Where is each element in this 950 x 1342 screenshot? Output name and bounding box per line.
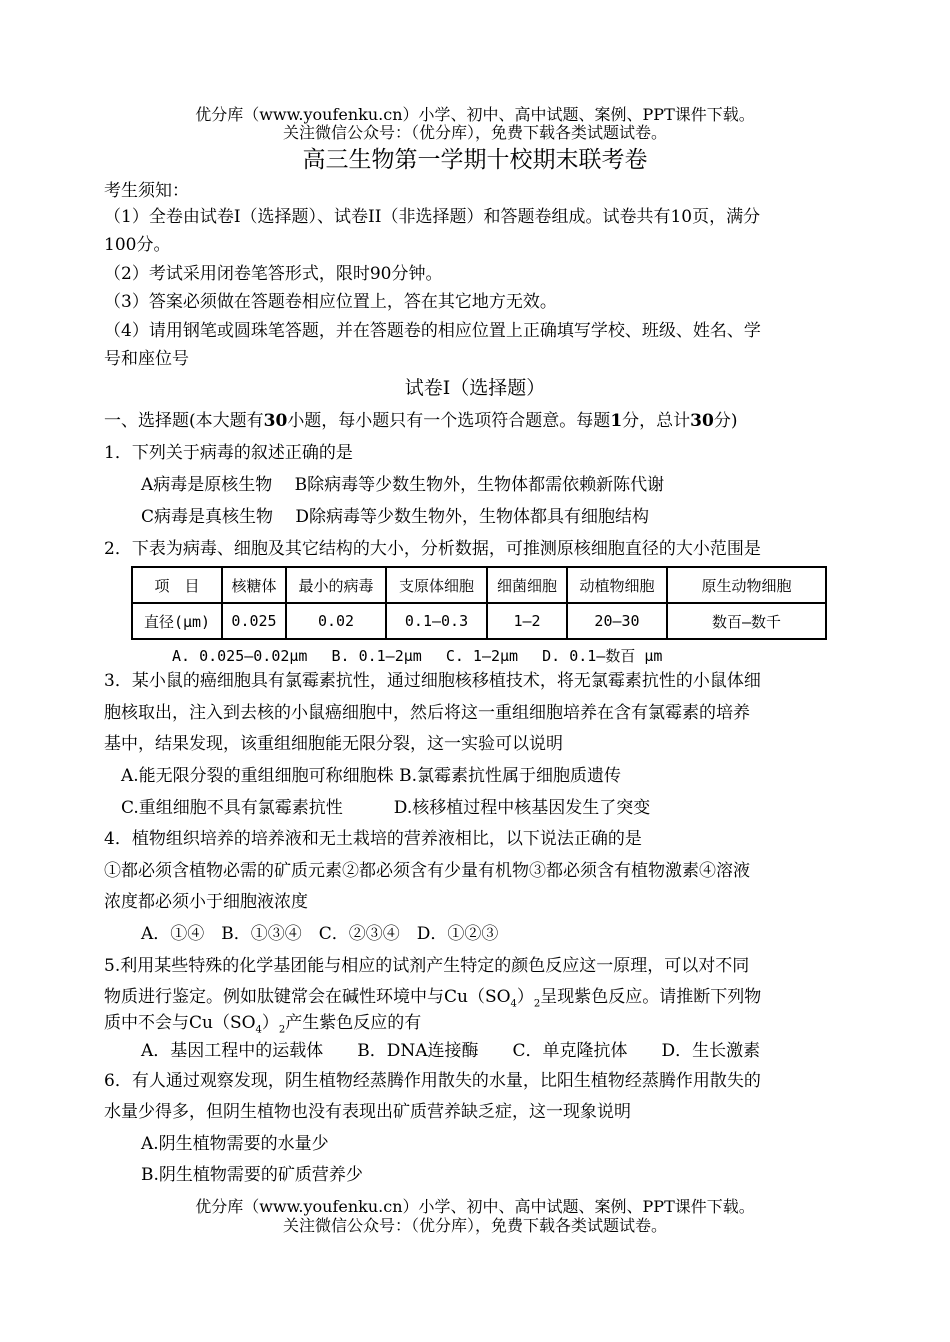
q6-line-1: 6．有人通过观察发现，阴生植物经蒸腾作用散失的水量，比阳生植物经蒸腾作用散失的 xyxy=(104,1071,761,1091)
table-cell: 直径(μm) xyxy=(132,603,222,639)
q6-option-b: B.阴生植物需要的矿质营养少 xyxy=(141,1165,363,1185)
q3-options-ab: A.能无限分裂的重组细胞可称细胞株 B.氯霉素抗性属于细胞质遗传 xyxy=(121,766,621,786)
q5-line-3: 质中不会与$Cu(SO_4)_2$产生紫色反应的有 xyxy=(104,1013,422,1036)
footer-line-2: 关注微信公众号：（优分库），免费下载各类试题试卷。 xyxy=(282,1216,667,1235)
q4-stem: 4．植物组织培养的培养液和无土栽培的营养液相比，以下说法正确的是 xyxy=(104,829,642,849)
notice-item-1-cont: 100分。 xyxy=(104,235,171,255)
table-row xyxy=(132,603,826,639)
q1-stem: 1．下列关于病毒的叙述正确的是 xyxy=(104,443,353,463)
q4-options: A．①④ B．①③④ C．②③④ D．①②③ xyxy=(141,924,499,944)
footer-line-1: 优分库（www.youfenku.cn）小学、初中、高中试题、案例、PPT课件下载。 xyxy=(195,1197,755,1216)
q1-options-ab: A病毒是原核生物 B除病毒等少数生物外，生物体都需依赖新陈代谢 xyxy=(141,475,665,495)
table-cell: 0.025 xyxy=(222,603,286,639)
size-table xyxy=(131,566,827,640)
notice-heading: 考生须知： xyxy=(104,181,189,201)
table-header-cell: 动植物细胞 xyxy=(567,567,667,603)
table-header-cell: 最小的病毒 xyxy=(286,567,386,603)
notice-item-2: （2）考试采用闭卷笔答形式，限时90分钟。 xyxy=(104,264,443,284)
q2-options: A. 0.025—0.02μm B. 0.1—2μm C. 1—2μm D. 0.1—数百 μm xyxy=(172,647,663,665)
table-cell: 20—30 xyxy=(567,603,667,639)
table-header-cell: 原生动物细胞 xyxy=(667,567,826,603)
q4-line-3: 浓度都必须小于细胞液浓度 xyxy=(104,892,308,912)
q4-line-2: ①都必须含植物必需的矿质元素②都必须含有少量有机物③都必须含有植物激素④溶液 xyxy=(104,861,750,881)
q5-line-1: 5.利用某些特殊的化学基团能与相应的试剂产生特定的颜色反应这一原理，可以对不同 xyxy=(104,956,750,976)
table-header-cell: 支原体细胞 xyxy=(386,567,487,603)
table-header-row xyxy=(132,567,826,603)
q5-options: A．基因工程中的运载体 B．DNA连接酶 C．单克隆抗体 D．生长激素 xyxy=(141,1041,761,1061)
q5-line-2: 物质进行鉴定。例如肽键常会在碱性环境中与$Cu(SO_4)_2$呈现紫色反应。请推断下列物 xyxy=(104,987,762,1010)
table-cell: 0.1—0.3 xyxy=(386,603,487,639)
q2-stem: 2．下表为病毒、细胞及其它结构的大小，分析数据，可推测原核细胞直径的大小范围是 xyxy=(104,539,761,559)
q6-line-2: 水量少得多，但阴生植物也没有表现出矿质营养缺乏症，这一现象说明 xyxy=(104,1102,631,1122)
table-header-cell: 核糖体 xyxy=(222,567,286,603)
notice-item-4: （4）请用钢笔或圆珠笔答题，并在答题卷的相应位置上正确填写学校、班级、姓名、学 xyxy=(104,321,761,341)
q1-options-cd: C病毒是真核生物 D除病毒等少数生物外，生物体都具有细胞结构 xyxy=(141,507,650,527)
part1-instructions: 一、选择题(本大题有30小题，每小题只有一个选项符合题意。每题1分，总计30分) xyxy=(104,411,738,431)
q3-options-cd: C.重组细胞不具有氯霉素抗性 D.核移植过程中核基因发生了突变 xyxy=(121,798,651,818)
notice-item-1: （1）全卷由试卷I（选择题）、试卷II（非选择题）和答题卷组成。试卷共有10页，满分 xyxy=(104,207,761,227)
exam-title: 高三生物第一学期十校期末联考卷 xyxy=(302,147,648,173)
header-line-1: 优分库（www.youfenku.cn）小学、初中、高中试题、案例、PPT课件下载。 xyxy=(195,105,755,124)
table-cell: 数百—数千 xyxy=(667,603,826,639)
table-cell: 0.02 xyxy=(286,603,386,639)
notice-item-3: （3）答案必须做在答题卷相应位置上，答在其它地方无效。 xyxy=(104,292,557,312)
q3-line-1: 3．某小鼠的癌细胞具有氯霉素抗性，通过细胞核移植技术，将无氯霉素抗性的小鼠体细 xyxy=(104,671,761,691)
notice-item-4-cont: 号和座位号 xyxy=(104,349,189,369)
table-header-cell: 项 目 xyxy=(132,567,222,603)
table-header-cell: 细菌细胞 xyxy=(487,567,567,603)
section-title: 试卷I（选择题） xyxy=(404,377,546,399)
table-cell: 1—2 xyxy=(487,603,567,639)
q6-option-a: A.阴生植物需要的水量少 xyxy=(141,1134,329,1154)
header-line-2: 关注微信公众号：（优分库），免费下载各类试题试卷。 xyxy=(282,123,667,142)
q3-line-3: 基中，结果发现，该重组细胞能无限分裂，这一实验可以说明 xyxy=(104,734,563,754)
q3-line-2: 胞核取出，注入到去核的小鼠癌细胞中，然后将这一重组细胞培养在含有氯霉素的培养 xyxy=(104,703,750,723)
